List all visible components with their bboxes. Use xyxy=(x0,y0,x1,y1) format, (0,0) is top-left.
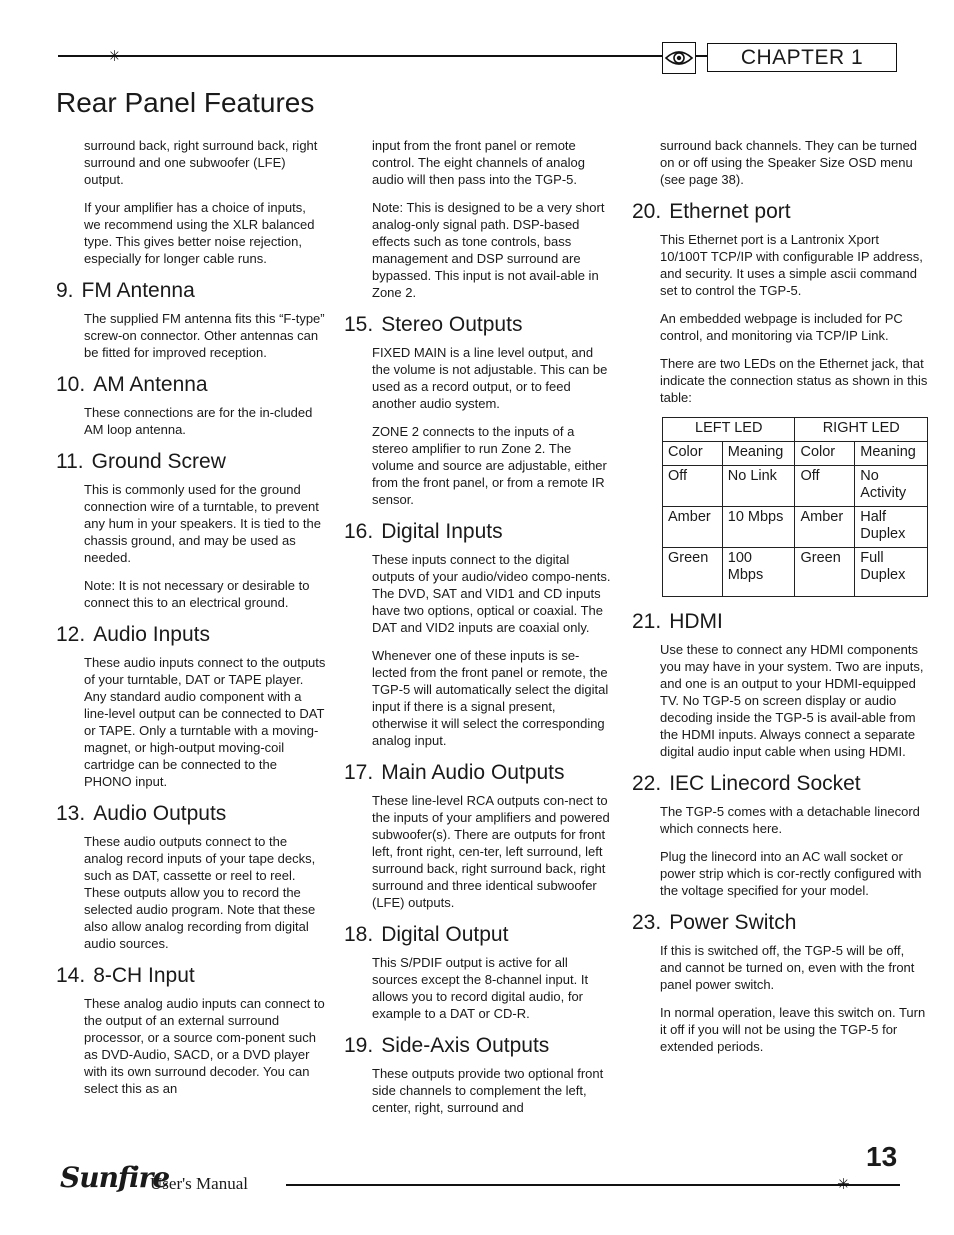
chapter-eye-box xyxy=(662,42,696,74)
page-number: 13 xyxy=(866,1141,898,1172)
paragraph: This Ethernet port is a Lantronix Xport 10/100T TCP/IP with configurable IP address, and security. It uses a simple ascii command set to control the TGP-5. xyxy=(660,232,923,298)
paragraph: surround back, right surround back, right surround and one subwoofer (LFE) output. xyxy=(84,138,318,187)
section-number: 20. xyxy=(632,200,662,223)
header-rule-right-stub xyxy=(694,55,708,57)
section-heading-power-switch xyxy=(632,910,928,936)
paragraph: The TGP-5 comes with a detachable linecord which connects here. xyxy=(660,804,920,836)
table-column-header: Color xyxy=(663,442,723,466)
table-cell: Amber xyxy=(795,507,855,548)
paragraph: There are two LEDs on the Ethernet jack, that indicate the connection status as shown in this table: xyxy=(660,356,928,405)
table-group-header-row xyxy=(663,418,928,442)
section-title: Digital Output xyxy=(381,923,509,946)
star-icon: ✳ xyxy=(108,47,121,65)
table-cell: Half Duplex xyxy=(855,507,928,548)
table-group-header: LEFT LED xyxy=(663,418,795,442)
section-heading-am-antenna xyxy=(56,372,326,398)
section-title: Ground Screw xyxy=(91,450,226,473)
column-2 xyxy=(344,137,612,1127)
paragraph: These inputs connect to the digital outputs of your audio/video compo-nents. The DVD, SAT and VID1 and CD inputs have two options, optical or coaxial. The DAT and VID2 inputs are coaxial only. xyxy=(372,552,611,635)
paragraph: Use these to connect any HDMI components you may have in your system. Two are inputs, and one is an output to your HDMI-equipped TV. No TGP-5 on screen display or audio decoding inside the TGP-5 is avail-able from the HDMI inputs. Always connect a separate digital audio input cable when using HDMI. xyxy=(660,642,924,759)
section-heading-hdmi xyxy=(632,609,928,635)
section-number: 14. xyxy=(56,964,86,987)
section-heading-digital-output xyxy=(344,922,612,948)
paragraph: The supplied FM antenna fits this “F-type” screw-on connector. Other antennas can be fitted for improved reception. xyxy=(84,311,325,360)
section-number: 16. xyxy=(344,520,374,543)
table-cell: 10 Mbps xyxy=(722,507,795,548)
footer-rule xyxy=(286,1184,900,1186)
section-title: IEC Linecord Socket xyxy=(669,772,861,795)
section-title: FM Antenna xyxy=(81,279,195,302)
paragraph: This is commonly used for the ground connection wire of a turntable, to prevent any hum in your speakers. It is tied to the chassis ground, and may be used as needed. xyxy=(84,482,322,565)
table-cell: Green xyxy=(795,548,855,597)
section-title: Main Audio Outputs xyxy=(381,761,565,784)
table-cell: Amber xyxy=(663,507,723,548)
section-heading-digital-inputs xyxy=(344,519,612,545)
section-title: Stereo Outputs xyxy=(381,313,523,336)
paragraph: Plug the linecord into an AC wall socket or power strip which is cor-rectly configured with the voltage specified for your model. xyxy=(660,849,922,898)
paragraph: These outputs provide two optional front side channels to complement the left, center, right, surround and xyxy=(372,1066,604,1115)
section-number: 9. xyxy=(56,279,74,302)
paragraph: These line-level RCA outputs con-nect to the inputs of your amplifiers and powered subwoofer(s). There are outputs for front left, front right, cen-ter, left surround, left surround back, right surround back, right surround and three identical subwoofer (LFE) outputs. xyxy=(372,793,610,910)
paragraph: Whenever one of these inputs is se-lected from the front panel or remote, the TGP-5 will automatically select the digital input if there is a signal present, otherwise it will select the corresponding analog input. xyxy=(372,648,609,748)
eye-icon xyxy=(663,43,695,73)
table-header-row xyxy=(663,442,928,466)
table-group-header: RIGHT LED xyxy=(795,418,928,442)
table-column-header: Meaning xyxy=(722,442,795,466)
section-heading-iec-linecord-socket xyxy=(632,771,928,797)
table-cell: Full Duplex xyxy=(855,548,928,597)
section-heading-audio-outputs xyxy=(56,801,326,827)
section-heading-ground-screw xyxy=(56,449,326,475)
paragraph: This S/PDIF output is active for all sources except the 8-channel input. It allows you to record digital audio, for example to a DAT or CD-R. xyxy=(372,955,589,1021)
paragraph: If your amplifier has a choice of inputs, we recommend using the XLR balanced type. This gives better noise rejection, especially for longer cable runs. xyxy=(84,200,315,266)
section-number: 22. xyxy=(632,772,662,795)
sunfire-logo: Sunfire xyxy=(60,1161,170,1194)
paragraph: These audio inputs connect to the outputs of your turntable, DAT or TAPE player. Any standard audio component with a line-level output can be connected to DAT or TAPE. Only a turntable with a moving-magnet, or high-output moving-coil cartridge can be connected to the PHONO input. xyxy=(84,655,326,789)
table-cell: No Link xyxy=(722,466,795,507)
section-heading-fm-antenna xyxy=(56,278,326,304)
paragraph: An embedded webpage is included for PC control, and monitoring via TCP/IP Link. xyxy=(660,311,903,343)
section-title: Audio Inputs xyxy=(93,623,210,646)
table-row xyxy=(663,466,928,507)
section-title: Digital Inputs xyxy=(381,520,503,543)
table-cell: 100 Mbps xyxy=(722,548,795,597)
chapter-label: CHAPTER 1 xyxy=(707,43,897,72)
section-title: Audio Outputs xyxy=(93,802,227,825)
paragraph: Note: It is not necessary or desirable to connect this to an electrical ground. xyxy=(84,578,310,610)
paragraph: These audio outputs connect to the analog record inputs of your tape decks, such as DAT, cassette or reel to reel. These outputs allow you to record the selected audio program. Note that these also allow analog recording from digital audio sources. xyxy=(84,834,316,951)
section-heading-stereo-outputs xyxy=(344,312,612,338)
paragraph: ZONE 2 connects to the inputs of a stereo amplifier to run Zone 2. The volume and source are adjustable, either from the front panel, or from a remote IR sensor. xyxy=(372,424,607,507)
section-heading-audio-inputs xyxy=(56,622,326,648)
paragraph: FIXED MAIN is a line level output, and the volume is not adjustable. This can be used as a record output, or to feed another audio system. xyxy=(372,345,608,411)
table-row xyxy=(663,548,928,597)
section-heading-main-audio-outputs xyxy=(344,760,612,786)
section-title: Side-Axis Outputs xyxy=(381,1034,550,1057)
paragraph: In normal operation, leave this switch on. Turn it off if you will not be using the TGP-5 for extended periods. xyxy=(660,1005,926,1054)
section-title: HDMI xyxy=(669,610,723,633)
paragraph: surround back channels. They can be turned on or off using the Speaker Size OSD menu (see page 38). xyxy=(660,138,918,187)
table-cell: Green xyxy=(663,548,723,597)
section-number: 13. xyxy=(56,802,86,825)
table-cell: Off xyxy=(795,466,855,507)
section-heading-ethernet-port xyxy=(632,199,928,225)
column-1 xyxy=(56,137,326,1108)
section-title: Power Switch xyxy=(669,911,797,934)
section-number: 23. xyxy=(632,911,662,934)
table-row xyxy=(663,507,928,548)
section-title: Ethernet port xyxy=(669,200,791,223)
paragraph: Note: This is designed to be a very short analog-only signal path. DSP-based effects such as tone controls, bass management and DSP surround are bypassed. This input is not avail-able in Zone 2. xyxy=(372,200,605,300)
section-number: 19. xyxy=(344,1034,374,1057)
table-column-header: Meaning xyxy=(855,442,928,466)
header-rule xyxy=(58,55,664,57)
star-icon: ✳ xyxy=(837,1175,850,1193)
section-number: 17. xyxy=(344,761,374,784)
section-number: 11. xyxy=(56,450,84,473)
section-title: 8-CH Input xyxy=(93,964,195,987)
paragraph: input from the front panel or remote control. The eight channels of analog audio will then pass into the TGP-5. xyxy=(372,138,585,187)
section-title: AM Antenna xyxy=(93,373,208,396)
page-title: Rear Panel Features xyxy=(56,87,315,118)
column-3 xyxy=(632,137,928,1066)
paragraph: These analog audio inputs can connect to the output of an external surround processor, or a source com-ponent such as DVD-Audio, SACD, or a DVD player with its own surround decoder. You can select this as an xyxy=(84,996,325,1096)
section-number: 18. xyxy=(344,923,374,946)
paragraph: These connections are for the in-cluded AM loop antenna. xyxy=(84,405,313,437)
section-heading-8ch-input xyxy=(56,963,326,989)
section-number: 15. xyxy=(344,313,374,336)
section-number: 10. xyxy=(56,373,86,396)
section-heading-side-axis-outputs xyxy=(344,1033,612,1059)
section-number: 12. xyxy=(56,623,86,646)
led-status-table xyxy=(662,417,928,597)
manual-label: User's Manual xyxy=(150,1174,248,1193)
paragraph: If this is switched off, the TGP-5 will be off, and cannot be turned on, even with the front panel power switch. xyxy=(660,943,915,992)
table-cell: No Activity xyxy=(855,466,928,507)
table-column-header: Color xyxy=(795,442,855,466)
section-number: 21. xyxy=(632,610,662,633)
table-cell: Off xyxy=(663,466,723,507)
